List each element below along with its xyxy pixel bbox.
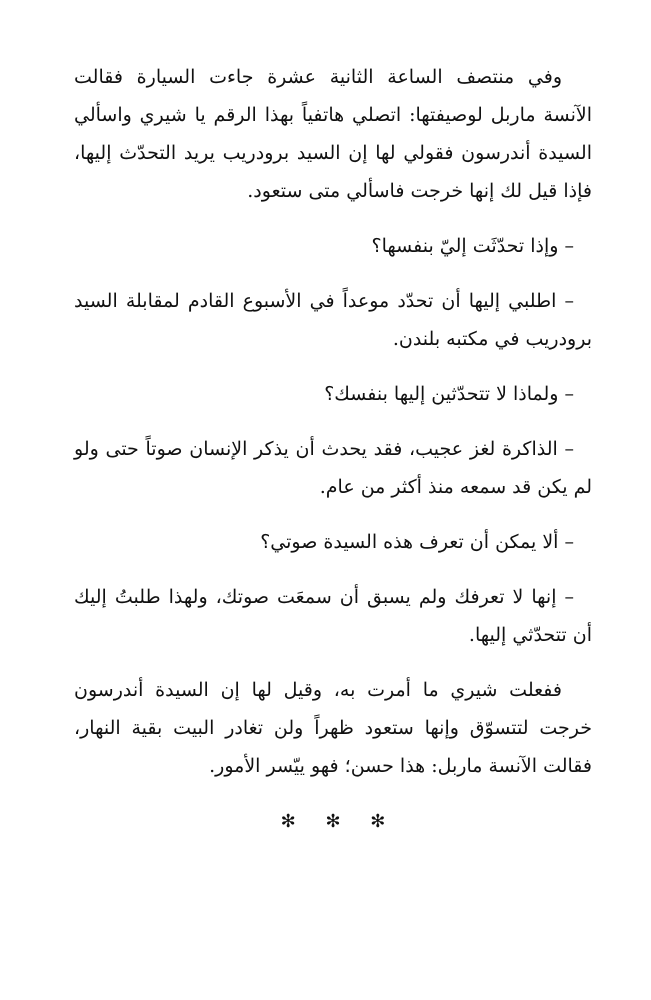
asterism-icon: ✻ — [370, 811, 386, 832]
asterism-icon: ✻ — [280, 811, 296, 832]
paragraph-dialogue: – ألا يمكن أن تعرف هذه السيدة صوتي؟ — [260, 531, 574, 553]
paragraph-dialogue: – وإذا تحدّثَت إليّ بنفسها؟ — [371, 235, 574, 257]
paragraph-dialogue: – ولماذا لا تتحدّثين إليها بنفسك؟ — [324, 383, 574, 405]
section-break-ornament — [74, 803, 592, 841]
paragraph-dialogue: – إنها لا تعرفك ولم يسبق أن سمعَت صوتك، ولهذا طلبتُ إليك أن تتحدّثي إليها. — [74, 586, 592, 646]
paragraph-narration: ففعلت شيري ما أمرت به، وقيل لها إن السيدة أندرسون خرجت لتتسوّق وإنها ستعود ظهراً ولن تغادر البيت بقية النهار، فقالت الآنسة ماربل: هذا حسن؛ فهو ييّسر الأمور. — [74, 679, 592, 777]
paragraph-dialogue: – الذاكرة لغز عجيب، فقد يحدث أن يذكر الإنسان صوتاً حتى ولو لم يكن قد سمعه منذ أكثر من عام. — [74, 438, 592, 498]
book-page — [74, 58, 592, 841]
paragraph-narration: وفي منتصف الساعة الثانية عشرة جاءت السيارة فقالت الآنسة ماربل لوصيفتها: اتصلي هاتفياً بهذا الرقم يا شيري واسألي السيدة أندرسون فقولي لها إن السيد برودريب يريد التحدّث إليها، فإذا قيل لك إنها خرجت فاسألي متى ستعود. — [74, 66, 592, 202]
asterism-icon: ✻ — [325, 811, 341, 832]
paragraph-dialogue: – اطلبي إليها أن تحدّد موعداً في الأسبوع القادم لمقابلة السيد برودريب في مكتبه بلندن. — [74, 290, 592, 350]
